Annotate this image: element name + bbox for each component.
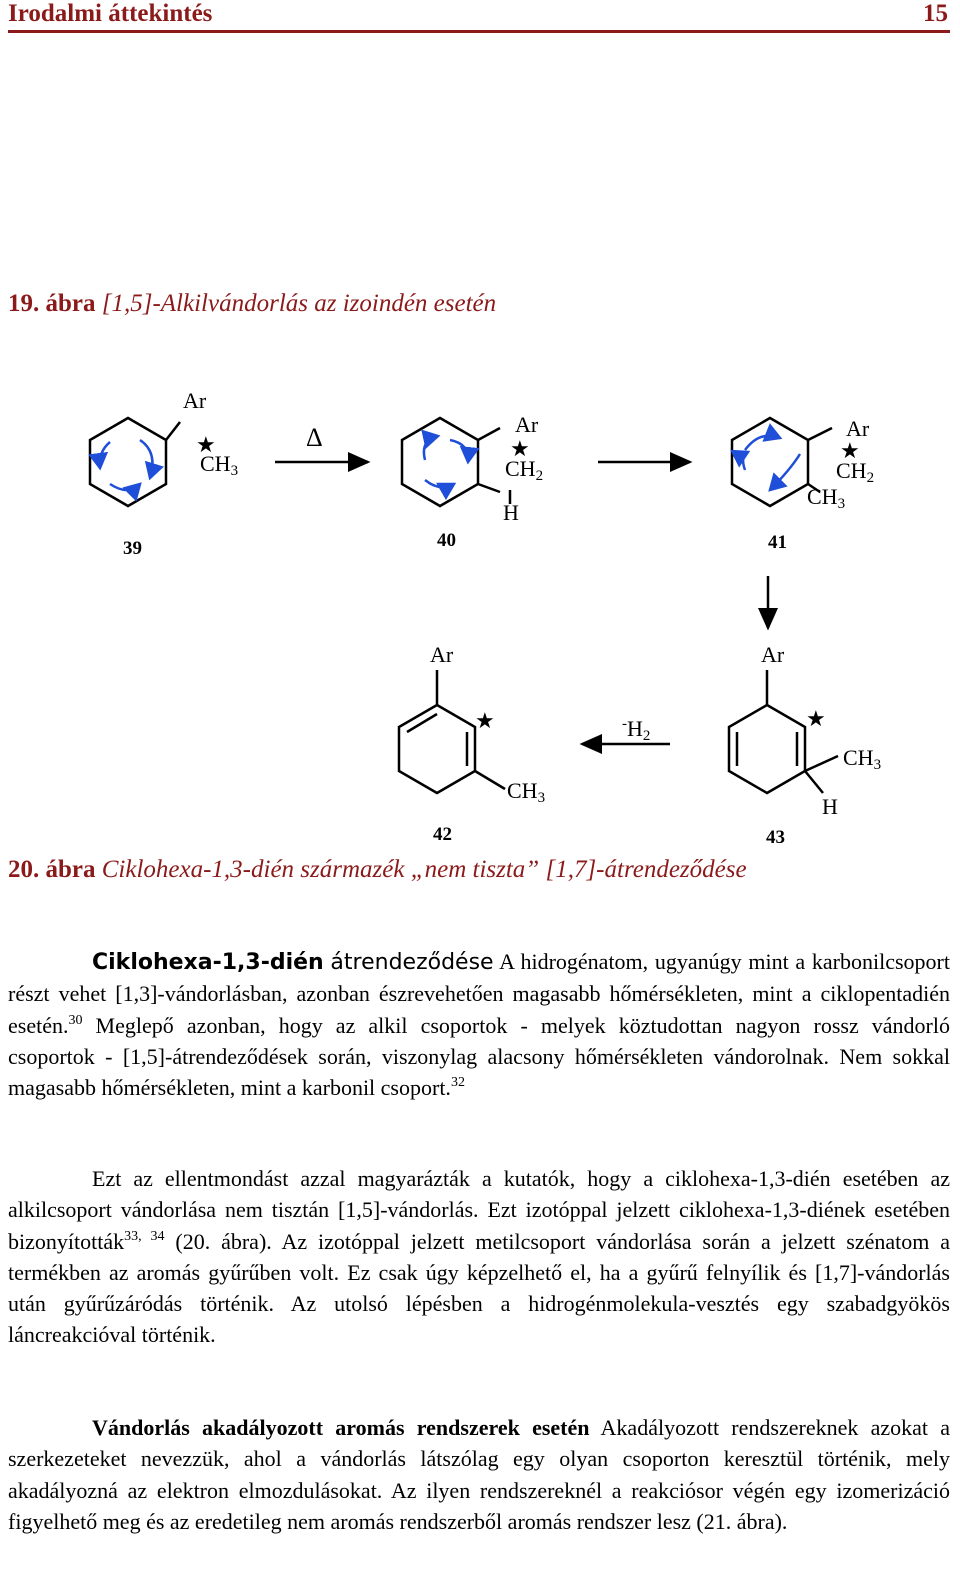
figure-20-text: Ciklohexa-1,3-dién származék „nem tiszta” [1,7]-átrendeződése (101, 856, 747, 883)
figure-19-number: 19. ábra (8, 290, 96, 317)
figure-19-text: [1,5]-Alkilvándorlás az izoindén esetén (101, 290, 497, 317)
electron-arrows-40 (424, 436, 468, 487)
ch2-label: CH2 (505, 456, 544, 484)
page-header (8, 0, 950, 33)
minus-h2-label: -H2 (622, 716, 651, 744)
ar-label: Ar (430, 642, 454, 667)
paragraph-1: Ciklohexa-1,3-dién átrendeződése A hidrogénatom, ugyanúgy mint a karbonilcsoport részt vehet [1,3]-vándorlásban, azonban észrevehetően magasabb hőmérsékleten, mint a ciklopentadién esetén.$^{30}$ Meglepő azonban, hogy az alkil csoportok - melyek köztudottan nagyon rossz vándorló csoportok - [1,5]-átrendeződések során, viszonylag alacsony hőmérsékleten vándorolnak. Nem sokkal magasabb hőmérsékleten, mint a karbonil csoport.$^{32}$ (8, 949, 950, 1101)
ar-label: Ar (846, 416, 870, 441)
paragraph-2: Ezt az ellentmondást azzal magyarázták a kutatók, hogy a ciklohexa-1,3-dién esetében az alkilcsoport vándorlása nem tisztán [1,5]-vándorlás. Ezt izotóppal jelzett ciklohexa-1,3-diének esetében bizonyították$^{33, 34}$ (20. ábra). Az izotóppal jelzett metilcsoport vándorlása során a jelzett szénatom a termékben az aromás gyűrűben volt. Ez csak úgy képzelhető el, ha a gyűrű felnyílik és [1,7]-vándorlás után gyűrűzáródás történik. Az utolsó lépésben a hidrogénmolekula-vesztés egy szabadgyökös láncreakcióval történik. (8, 1166, 950, 1348)
h-label: H (503, 500, 519, 525)
section-heading: Vándorlás akadályozott aromás rendszerek esetén (92, 1415, 590, 1440)
citation: 30 (68, 1012, 83, 1028)
page-number: 15 (923, 0, 948, 27)
ch3-label: CH3 (200, 451, 239, 479)
ch3-label: CH3 (843, 745, 882, 773)
compound-39-number: 39 (123, 538, 142, 559)
compound-43-number: 43 (766, 827, 785, 848)
delta-symbol: Δ (306, 423, 323, 452)
section-heading: Ciklohexa-1,3-dién (92, 950, 324, 975)
star-icon: ★ (196, 432, 216, 457)
reaction-scheme (0, 380, 960, 860)
ch3-label: CH3 (507, 778, 546, 806)
paragraph-3: Vándorlás akadályozott aromás rendszerek esetén Akadályozott rendszereknek azokat a szerkezeteket nevezzük, ahol a vándorlás látszólag egy olyan csoporton keresztül történik, mely akadályozná az elektron elmozdulásokat. Az ilyen rendszereknél a reakciósor végén egy izomerizáció figyelhető meg és az eredetileg nem aromás rendszerből aromás rendszer lesz (21. ábra). (8, 1415, 951, 1534)
section-heading-cont: átrendeződése (330, 950, 494, 975)
figure-20-number: 20. ábra (8, 856, 96, 883)
citation: 32 (450, 1075, 465, 1091)
running-title: Irodalmi áttekintés (8, 0, 213, 27)
h-label: H (822, 794, 838, 819)
figure-20-caption (8, 856, 747, 884)
star-icon: ★ (510, 436, 530, 461)
star-icon: ★ (840, 438, 860, 463)
star-icon: ★ (475, 708, 495, 733)
ch2-label: CH2 (836, 458, 875, 486)
figure-19-caption (8, 290, 496, 318)
ar-label: Ar (183, 388, 207, 413)
electron-arrows-39 (100, 440, 153, 490)
compound-42-number: 42 (433, 824, 452, 845)
ar-label: Ar (515, 412, 539, 437)
star-icon: ★ (806, 706, 826, 731)
citation: 33, 34 (124, 1228, 165, 1244)
compound-43 (729, 670, 838, 793)
compound-40 (402, 418, 510, 506)
compound-41-number: 41 (768, 532, 787, 553)
ar-label: Ar (761, 642, 785, 667)
compound-39 (90, 418, 180, 506)
electron-arrows-41 (743, 436, 800, 490)
compound-40-number: 40 (437, 530, 456, 551)
ch3-label: CH3 (807, 484, 846, 512)
